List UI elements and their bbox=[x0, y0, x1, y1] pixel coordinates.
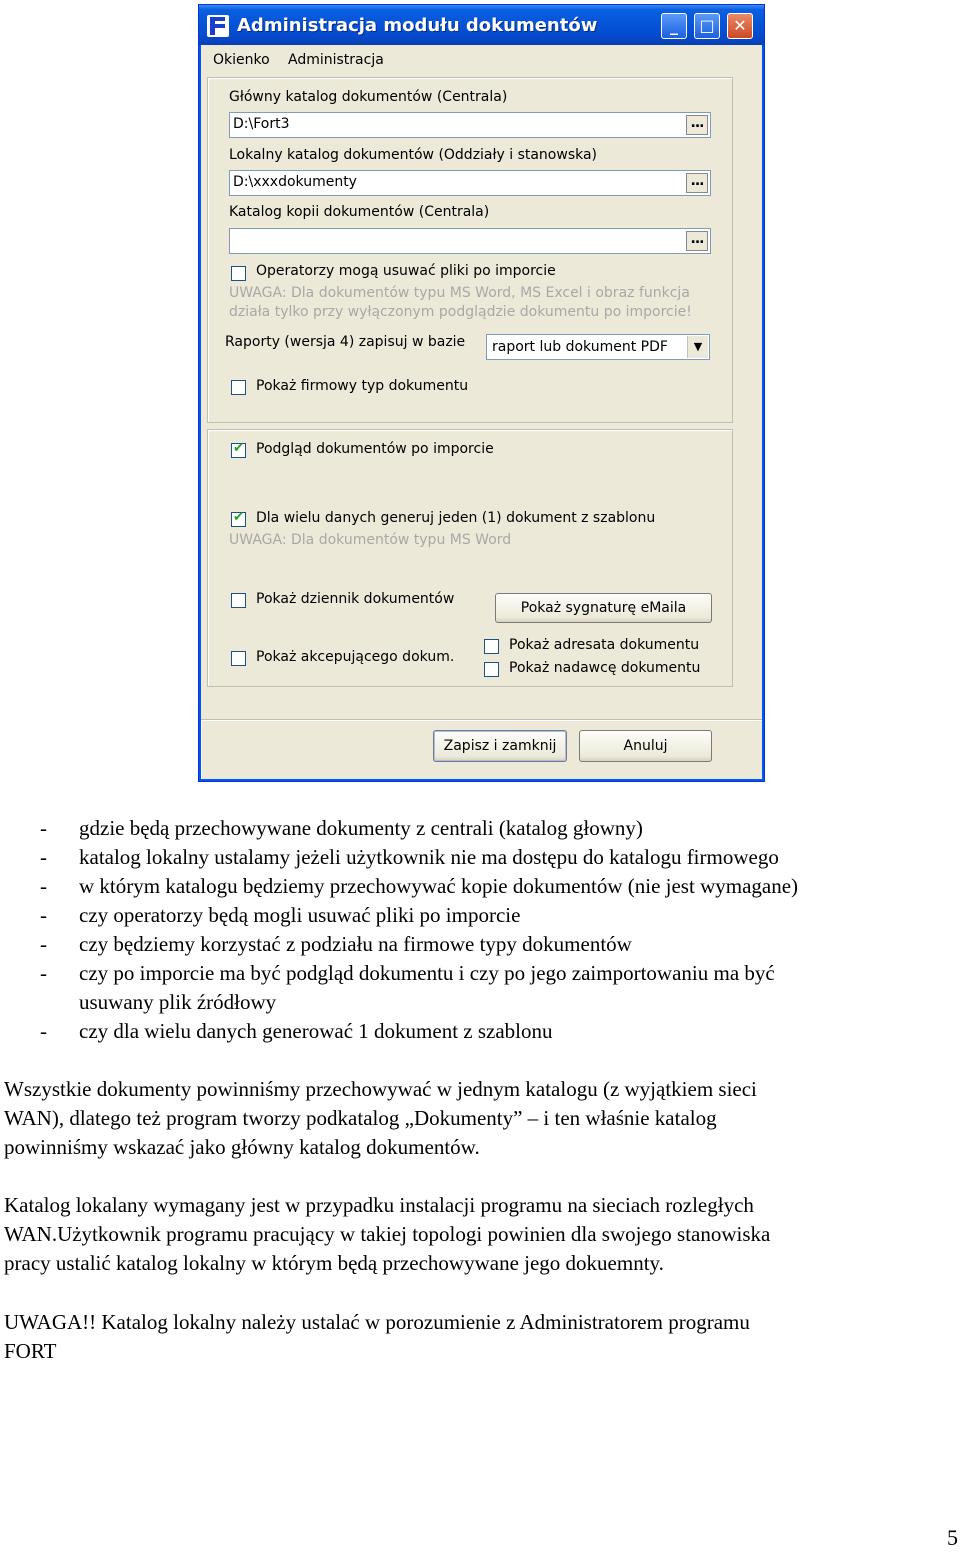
bullet-dash: - bbox=[40, 903, 47, 927]
local-dir-field[interactable] bbox=[229, 170, 711, 196]
main-dir-browse-button[interactable]: ... bbox=[686, 115, 708, 135]
bullet-text: czy po imporcie ma być podgląd dokumentu i czy po jego zaimportowaniu ma być bbox=[79, 961, 775, 985]
list-item bbox=[0, 930, 960, 960]
list-item bbox=[0, 872, 960, 902]
paragraph-line: UWAGA!! Katalog lokalny należy ustalać w porozumienie z Administratorem programu bbox=[4, 1310, 750, 1334]
bullet-dash: - bbox=[40, 845, 47, 869]
show-company-type-label: Pokaż firmowy typ dokumentu bbox=[256, 378, 469, 394]
preview-after-import-checkbox[interactable] bbox=[231, 443, 246, 458]
bullet-text: czy dla wielu danych generować 1 dokument z szablonu bbox=[79, 1019, 553, 1043]
bullet-text: usuwany plik źródłowy bbox=[79, 990, 277, 1014]
list-item bbox=[0, 843, 960, 873]
show-journal-checkbox[interactable] bbox=[231, 593, 246, 608]
one-doc-checkbox[interactable] bbox=[231, 512, 246, 527]
show-addressee-label: Pokaż adresata dokumentu bbox=[509, 637, 700, 653]
show-accepting-label: Pokaż akcepującego dokum. bbox=[256, 649, 455, 665]
window-title: Administracja modułu dokumentów bbox=[237, 15, 598, 36]
main-dir-input[interactable] bbox=[233, 116, 673, 132]
bullet-text: gdzie będą przechowywane dokumenty z centrali (katalog głowny) bbox=[79, 816, 643, 840]
list-item-continuation bbox=[0, 988, 960, 1018]
list-item bbox=[0, 1017, 960, 1047]
copy-dir-input[interactable] bbox=[233, 232, 673, 248]
note-ms-line1: UWAGA: Dla dokumentów typu MS Word, MS Excel i obraz funkcja bbox=[229, 285, 690, 301]
paragraph-line: WAN.Użytkownik programu pracujący w takiej topologi powinien dla swojego stanowiska bbox=[4, 1222, 771, 1246]
email-signature-button[interactable]: Pokaż sygnaturę eMaila bbox=[495, 593, 712, 623]
show-company-type-checkbox[interactable] bbox=[231, 380, 246, 395]
operators-delete-checkbox[interactable] bbox=[231, 266, 246, 281]
list-item bbox=[0, 901, 960, 931]
show-journal-label: Pokaż dziennik dokumentów bbox=[256, 591, 455, 607]
show-sender-label: Pokaż nadawcę dokumentu bbox=[509, 660, 701, 676]
show-sender-checkbox[interactable] bbox=[484, 662, 499, 677]
bullet-dash: - bbox=[40, 874, 47, 898]
show-addressee-checkbox[interactable] bbox=[484, 639, 499, 654]
save-and-close-button[interactable]: Zapisz i zamknij bbox=[433, 730, 567, 762]
preview-after-import-label: Podgląd dokumentów po imporcie bbox=[256, 441, 494, 457]
menu-administracja[interactable]: Administracja bbox=[288, 52, 384, 68]
reports-select-value: raport lub dokument PDF bbox=[492, 339, 668, 355]
menu-bar bbox=[201, 45, 762, 73]
menu-okienko[interactable]: Okienko bbox=[213, 52, 270, 68]
list-item bbox=[0, 814, 960, 844]
bullet-text: katalog lokalny ustalamy jeżeli użytkownik nie ma dostępu do katalogu firmowego bbox=[79, 845, 779, 869]
operators-delete-label: Operatorzy mogą usuwać pliki po imporcie bbox=[256, 263, 556, 279]
dialog-window bbox=[198, 4, 765, 782]
local-dir-browse-button[interactable]: ... bbox=[686, 173, 708, 193]
paragraph-line: Wszystkie dokumenty powinniśmy przechowywać w jednym katalogu (z wyjątkiem sieci bbox=[4, 1077, 757, 1101]
paragraph-line: Katalog lokalany wymagany jest w przypadku instalacji programu na sieciach rozległych bbox=[4, 1193, 754, 1217]
local-dir-label: Lokalny katalog dokumentów (Oddziały i stanowska) bbox=[229, 147, 598, 163]
cancel-button[interactable]: Anuluj bbox=[579, 730, 712, 762]
list-item bbox=[0, 959, 960, 989]
note-word: UWAGA: Dla dokumentów typu MS Word bbox=[229, 532, 512, 548]
maximize-button[interactable]: □ bbox=[694, 13, 720, 39]
one-doc-label: Dla wielu danych generuj jeden (1) dokument z szablonu bbox=[256, 510, 656, 526]
close-button[interactable]: ✕ bbox=[727, 13, 753, 39]
copy-dir-label: Katalog kopii dokumentów (Centrala) bbox=[229, 204, 490, 220]
copy-dir-field[interactable] bbox=[229, 228, 711, 254]
bullet-text: czy operatorzy będą mogli usuwać pliki po imporcie bbox=[79, 903, 521, 927]
show-accepting-checkbox[interactable] bbox=[231, 651, 246, 666]
paragraph-line: pracy ustalić katalog lokalny w którym będą przechowywane jego dokuemnty. bbox=[4, 1251, 664, 1275]
app-icon bbox=[207, 15, 229, 37]
main-dir-field[interactable] bbox=[229, 112, 711, 138]
bullet-dash: - bbox=[40, 816, 47, 840]
bullet-text: czy będziemy korzystać z podziału na firmowe typy dokumentów bbox=[79, 932, 632, 956]
bullet-dash: - bbox=[40, 932, 47, 956]
copy-dir-browse-button[interactable]: ... bbox=[686, 231, 708, 251]
minimize-button[interactable]: _ bbox=[661, 13, 687, 39]
bullet-dash: - bbox=[40, 961, 47, 985]
reports-label: Raporty (wersja 4) zapisuj w bazie bbox=[225, 334, 466, 350]
bullet-text: w którym katalogu będziemy przechowywać kopie dokumentów (nie jest wymagane) bbox=[79, 874, 799, 898]
reports-select[interactable] bbox=[486, 334, 710, 360]
paragraph-line: WAN), dlatego też program tworzy podkatalog „Dokumenty” – i ten właśnie katalog bbox=[4, 1106, 717, 1130]
chevron-down-icon[interactable]: ▼ bbox=[687, 336, 708, 358]
page-number: 5 bbox=[947, 1525, 958, 1550]
title-bar[interactable] bbox=[199, 5, 764, 45]
bullet-dash: - bbox=[40, 1019, 47, 1043]
paragraph-line: FORT bbox=[4, 1339, 57, 1363]
paragraph-line: powinniśmy wskazać jako główny katalog dokumentów. bbox=[4, 1135, 480, 1159]
note-ms-line2: działa tylko przy wyłączonym podglądzie dokumentu po imporcie! bbox=[229, 304, 692, 320]
local-dir-input[interactable] bbox=[233, 174, 673, 190]
main-dir-label: Główny katalog dokumentów (Centrala) bbox=[229, 89, 508, 105]
